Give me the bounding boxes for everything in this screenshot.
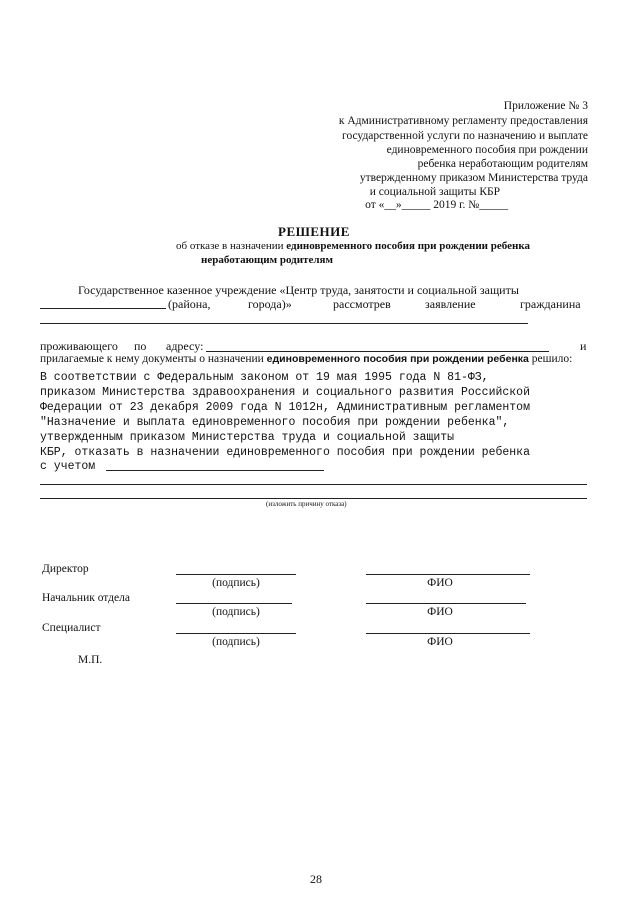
header-line: государственной услуги по назначению и выплате	[342, 130, 588, 142]
director-sign-line	[176, 574, 296, 575]
address-label-b: по	[134, 339, 147, 353]
intro-city: города)»	[248, 297, 292, 311]
decision-line: КБР, отказать в назначении единовременного пособия при рождении ребенка	[40, 446, 530, 459]
attached-docs-c: решило:	[528, 353, 573, 365]
intro-citizen: гражданина	[520, 297, 581, 311]
address-label-a: проживающего	[40, 339, 118, 353]
decision-line: с учетом	[40, 460, 96, 473]
director-fio-caption: ФИО	[427, 577, 453, 589]
specialist-sign-line	[176, 633, 296, 634]
address-and: и	[580, 339, 587, 353]
head-fio-caption: ФИО	[427, 606, 453, 618]
intro-reviewed: рассмотрев	[333, 297, 391, 311]
head-label: Начальник отдела	[42, 592, 130, 604]
subtitle-line2	[201, 254, 333, 266]
subtitle	[176, 240, 530, 252]
head-sign-line	[176, 603, 292, 604]
reason-blank-line	[40, 484, 587, 485]
header-date-number: от «__»_____ 2019 г. №_____	[365, 199, 508, 211]
decision-line: "Назначение и выплата единовременного пособия при рождении ребенка",	[40, 416, 510, 429]
director-fio-line	[366, 574, 530, 575]
page-number: 28	[310, 872, 322, 886]
subtitle-prefix: об отказе в назначении	[176, 240, 287, 252]
district-blank	[40, 308, 166, 309]
stamp-placeholder: М.П.	[78, 654, 103, 666]
decision-line: Федерации от 23 декабря 2009 года N 1012н, Административным регламентом	[40, 401, 530, 414]
header-line: ребенка неработающим родителям	[417, 158, 588, 170]
attached-docs-a: прилагаемые к нему документы о назначении	[40, 353, 267, 365]
reason-blank-line	[40, 498, 587, 499]
director-sign-caption: (подпись)	[212, 577, 260, 589]
header-line: к Административному регламенту предоставления	[338, 115, 588, 127]
head-fio-line	[366, 603, 526, 604]
header-line: и социальной защиты КБР	[369, 186, 500, 198]
subtitle-bold2: неработающим родителям	[201, 254, 333, 266]
decision-line: В соответствии с Федеральным законом от 19 мая 1995 года N 81-ФЗ,	[40, 371, 489, 384]
header-line: утвержденному приказом Министерства труда	[359, 172, 588, 184]
citizen-name-blank	[40, 323, 528, 324]
intro-application: заявление	[425, 297, 476, 311]
intro-district: (района,	[168, 297, 211, 311]
page-title: РЕШЕНИЕ	[278, 224, 350, 239]
specialist-fio-line	[366, 633, 530, 634]
address-label-c: адресу:	[166, 339, 204, 353]
specialist-label: Специалист	[42, 622, 101, 634]
header-appendix: Приложение № 3	[503, 100, 588, 112]
decision-line: приказом Министерства здравоохранения и социального развития Российской	[40, 386, 530, 399]
specialist-fio-caption: ФИО	[427, 636, 453, 648]
decision-line: утвержденным приказом Министерства труда и социальной защиты	[40, 431, 455, 444]
attached-docs-b: единовременного пособия при рождении ребенка	[266, 353, 529, 365]
reason-blank-short	[106, 470, 324, 471]
attached-docs-line	[40, 353, 572, 365]
header-line: единовременного пособия при рождении	[386, 144, 588, 156]
subtitle-bold: единовременного пособия при рождении ребенка	[286, 240, 531, 252]
intro-line1: Государственное казенное учреждение «Центр труда, занятости и социальной защиты	[78, 283, 519, 297]
director-label: Директор	[42, 563, 89, 575]
specialist-sign-caption: (подпись)	[212, 636, 260, 648]
head-sign-caption: (подпись)	[212, 606, 260, 618]
reason-caption: (изложить причину отказа)	[266, 500, 347, 508]
address-blank	[206, 351, 549, 352]
